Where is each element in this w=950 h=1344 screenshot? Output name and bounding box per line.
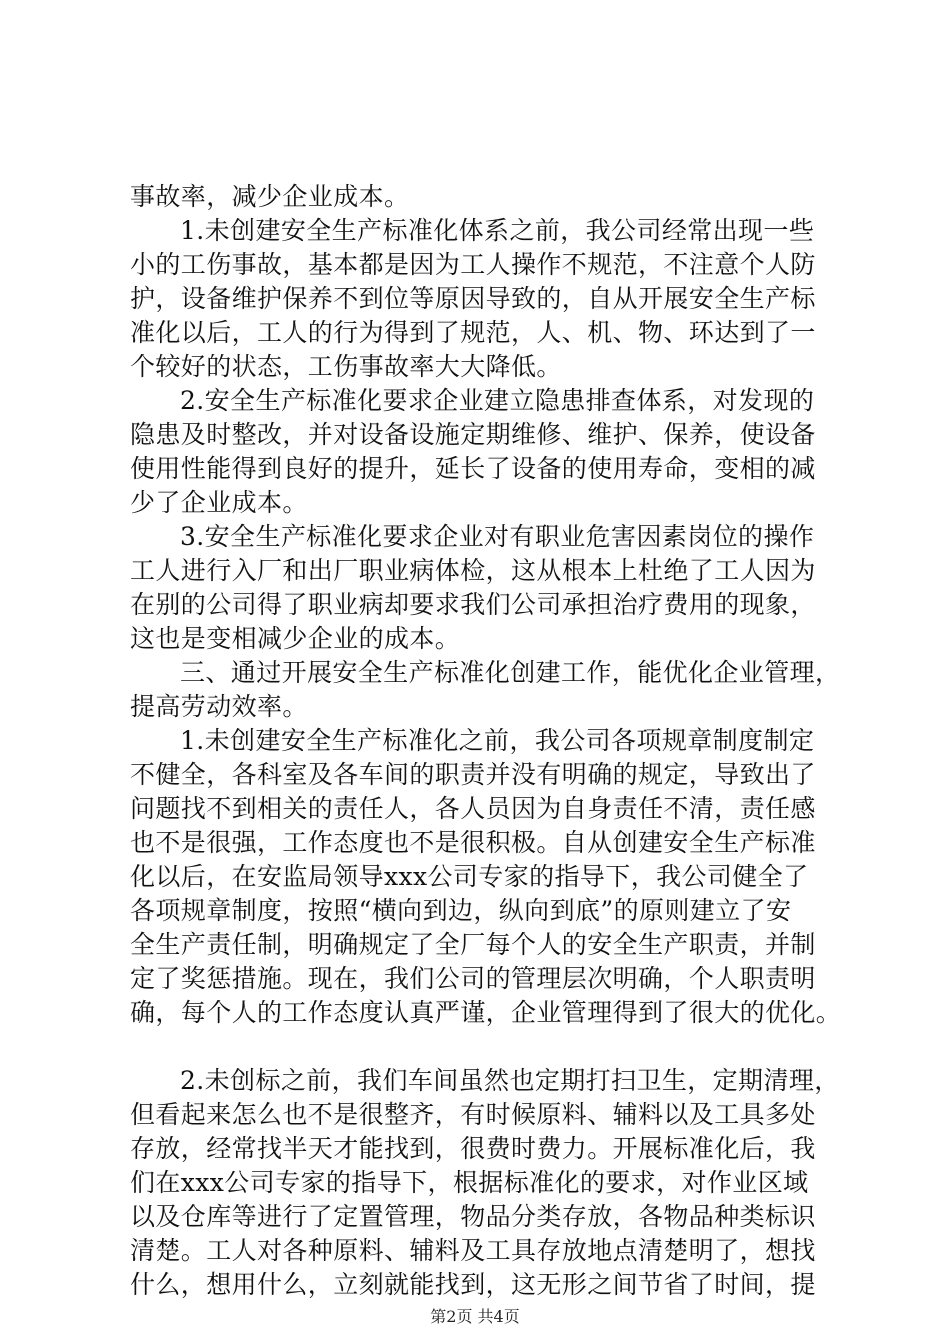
text-line: 也不是很强，工作态度也不是很积极。自从创建安全生产标准	[130, 828, 816, 857]
text-line: 清楚。工人对各种原料、辅料及工具存放地点清楚明了，想找	[130, 1236, 816, 1265]
text-line: 以及仓库等进行了定置管理，物品分类存放，各物品种类标识	[130, 1202, 816, 1231]
text-line: 个较好的状态，工伤事故率大大降低。	[130, 352, 562, 381]
text-line: 各项规章制度，按照“横向到边，纵向到底”的原则建立了安	[130, 896, 792, 925]
text-line: 这也是变相减少企业的成本。	[130, 624, 461, 653]
text-line: 工人进行入厂和出厂职业病体检，这从根本上杜绝了工人因为	[130, 556, 816, 585]
text-line: 确，每个人的工作态度认真严谨，企业管理得到了很大的优化。	[130, 998, 842, 1027]
text-line: 但看起来怎么也不是很整齐，有时候原料、辅料以及工具多处	[130, 1100, 816, 1129]
text-line: 2.未创标之前，我们车间虽然也定期打扫卫生，定期清理，	[180, 1066, 840, 1095]
text-line: 小的工伤事故，基本都是因为工人操作不规范，不注意个人防	[130, 250, 816, 279]
text-line: 2.安全生产标准化要求企业建立隐患排查体系，对发现的	[180, 386, 815, 415]
text-line: 少了企业成本。	[130, 488, 308, 517]
text-line: 护，设备维护保养不到位等原因导致的，自从开展安全生产标	[130, 284, 816, 313]
text-line: 准化以后，工人的行为得到了规范，人、机、物、环达到了一	[130, 318, 816, 347]
text-line: 问题找不到相关的责任人，各人员因为自身责任不清，责任感	[130, 794, 816, 823]
text-line: 们在xxx公司专家的指导下，根据标准化的要求，对作业区域	[130, 1168, 809, 1197]
text-line: 在别的公司得了职业病却要求我们公司承担治疗费用的现象，	[130, 590, 816, 619]
text-line: 使用性能得到良好的提升，延长了设备的使用寿命，变相的减	[130, 454, 816, 483]
text-line: 定了奖惩措施。现在，我们公司的管理层次明确，个人职责明	[130, 964, 816, 993]
text-line: 什么，想用什么，立刻就能找到，这无形之间节省了时间，提	[130, 1270, 816, 1299]
text-line: 1.未创建安全生产标准化体系之前，我公司经常出现一些	[180, 216, 815, 245]
text-line: 不健全，各科室及各车间的职责并没有明确的规定，导致出了	[130, 760, 816, 789]
text-line: 1.未创建安全生产标准化之前，我公司各项规章制度制定	[180, 726, 815, 755]
page-number: 第2页 共4页	[430, 1307, 520, 1326]
text-line: 事故率，减少企业成本。	[130, 182, 410, 211]
text-line: 隐患及时整改，并对设备设施定期维修、维护、保养，使设备	[130, 420, 816, 449]
text-line: 化以后，在安监局领导xxx公司专家的指导下，我公司健全了	[130, 862, 809, 891]
section-heading: 三、通过开展安全生产标准化创建工作，能优化企业管理，	[180, 658, 841, 687]
section-heading: 提高劳动效率。	[130, 692, 308, 721]
text-line: 全生产责任制，明确规定了全厂每个人的安全生产职责，并制	[130, 930, 816, 959]
text-line: 存放，经常找半天才能找到，很费时费力。开展标准化后，我	[130, 1134, 816, 1163]
text-line: 3.安全生产标准化要求企业对有职业危害因素岗位的操作	[180, 522, 815, 551]
